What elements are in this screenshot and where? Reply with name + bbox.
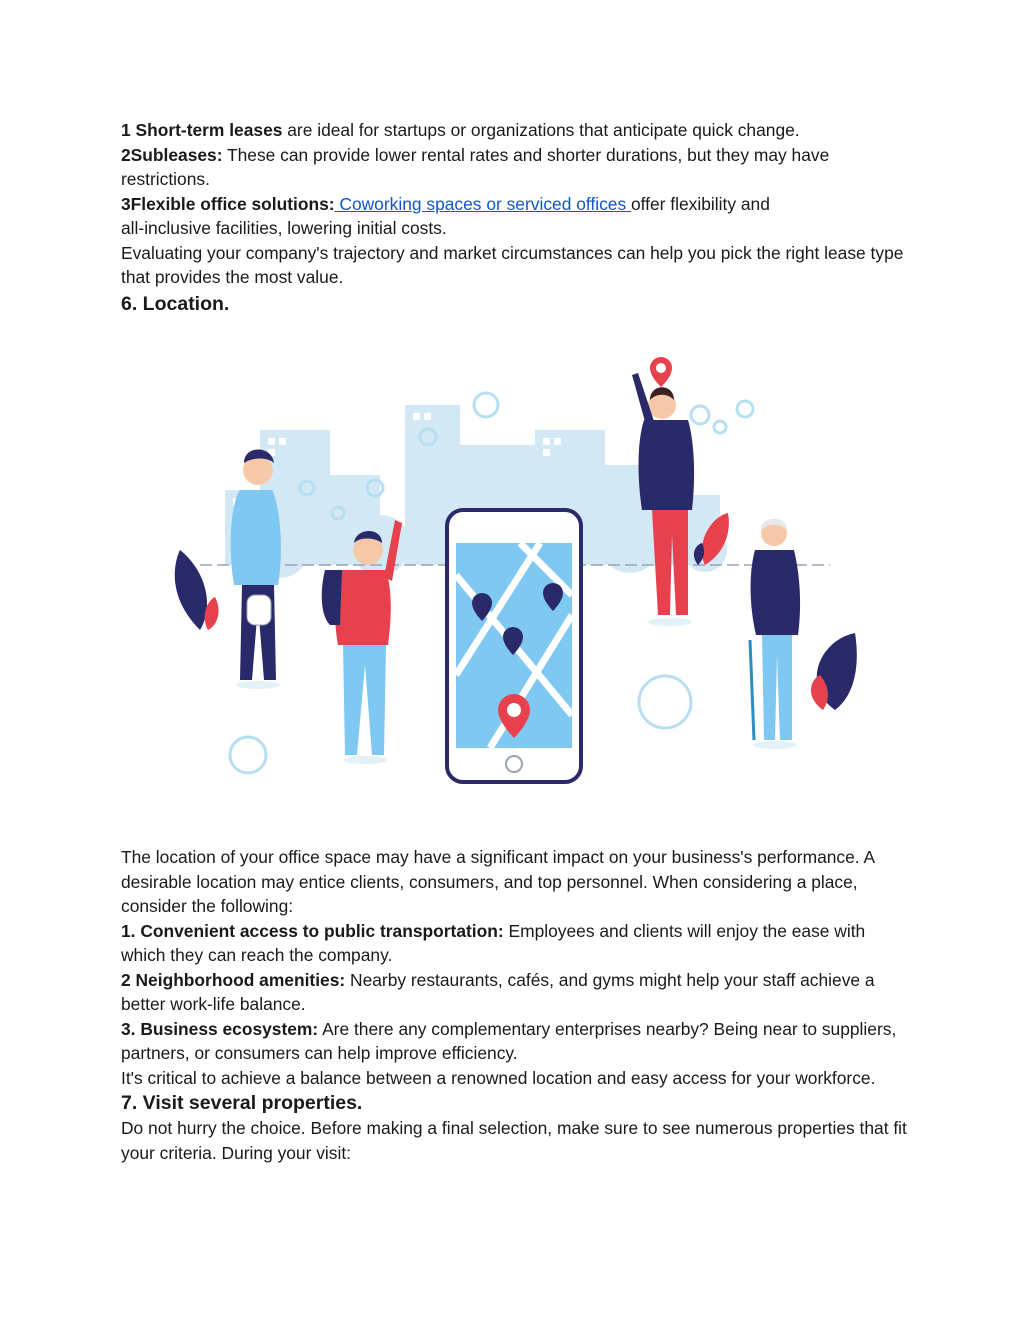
lease-item-flexible: 3Flexible office solutions: Coworking spaces or serviced offices offer flexibility and all-inclusive facilities, lowering initial costs. — [121, 193, 770, 238]
smartphone-icon — [447, 510, 581, 782]
evaluate-paragraph: Evaluating your company's trajectory and market circumstances can help you pick the right lease type that provides the most value. — [121, 242, 904, 287]
person-icon — [750, 519, 800, 749]
plant-leaf-icon — [175, 550, 207, 630]
location-closing: It's critical to achieve a balance between a renowned location and easy access for your workforce. — [121, 1067, 876, 1088]
person-icon — [632, 373, 694, 626]
location-point-ecosystem: 3. Business ecosystem: Are there any complementary enterprises nearby? Being near to suppliers, partners, or consumers can help improve efficiency. — [121, 1018, 897, 1063]
coworking-link[interactable]: Coworking spaces or serviced offices — [334, 193, 631, 214]
location-point-transport: 1. Convenient access to public transportation: Employees and clients will enjoy the ease with which they can reach the company. — [121, 920, 866, 965]
map-pin-icon — [650, 357, 672, 387]
section-heading-visit: 7. Visit several properties. — [121, 1092, 363, 1114]
location-point-amenities: 2 Neighborhood amenities: Nearby restaurants, cafés, and gyms might help your staff achieve a better work-life balance. — [121, 969, 875, 1014]
lease-item-subleases: 2Subleases: These can provide lower rental rates and shorter durations, but they may have restrictions. — [121, 144, 830, 189]
city-map-phone-illustration — [160, 345, 870, 795]
location-intro: The location of your office space may have a significant impact on your business's performance. A desirable location may entice clients, consumers, and top personnel. When considering a place, consider the following: — [121, 847, 875, 916]
lease-types-section — [121, 118, 911, 317]
section-heading-location: 6. Location. — [121, 292, 230, 315]
lease-item-short-term: 1 Short-term leases are ideal for startups or organizations that anticipate quick change. — [121, 120, 800, 140]
location-section — [121, 845, 911, 1165]
visit-paragraph: Do not hurry the choice. Before making a final selection, make sure to see numerous properties that fit your criteria. During your visit: — [121, 1118, 907, 1163]
